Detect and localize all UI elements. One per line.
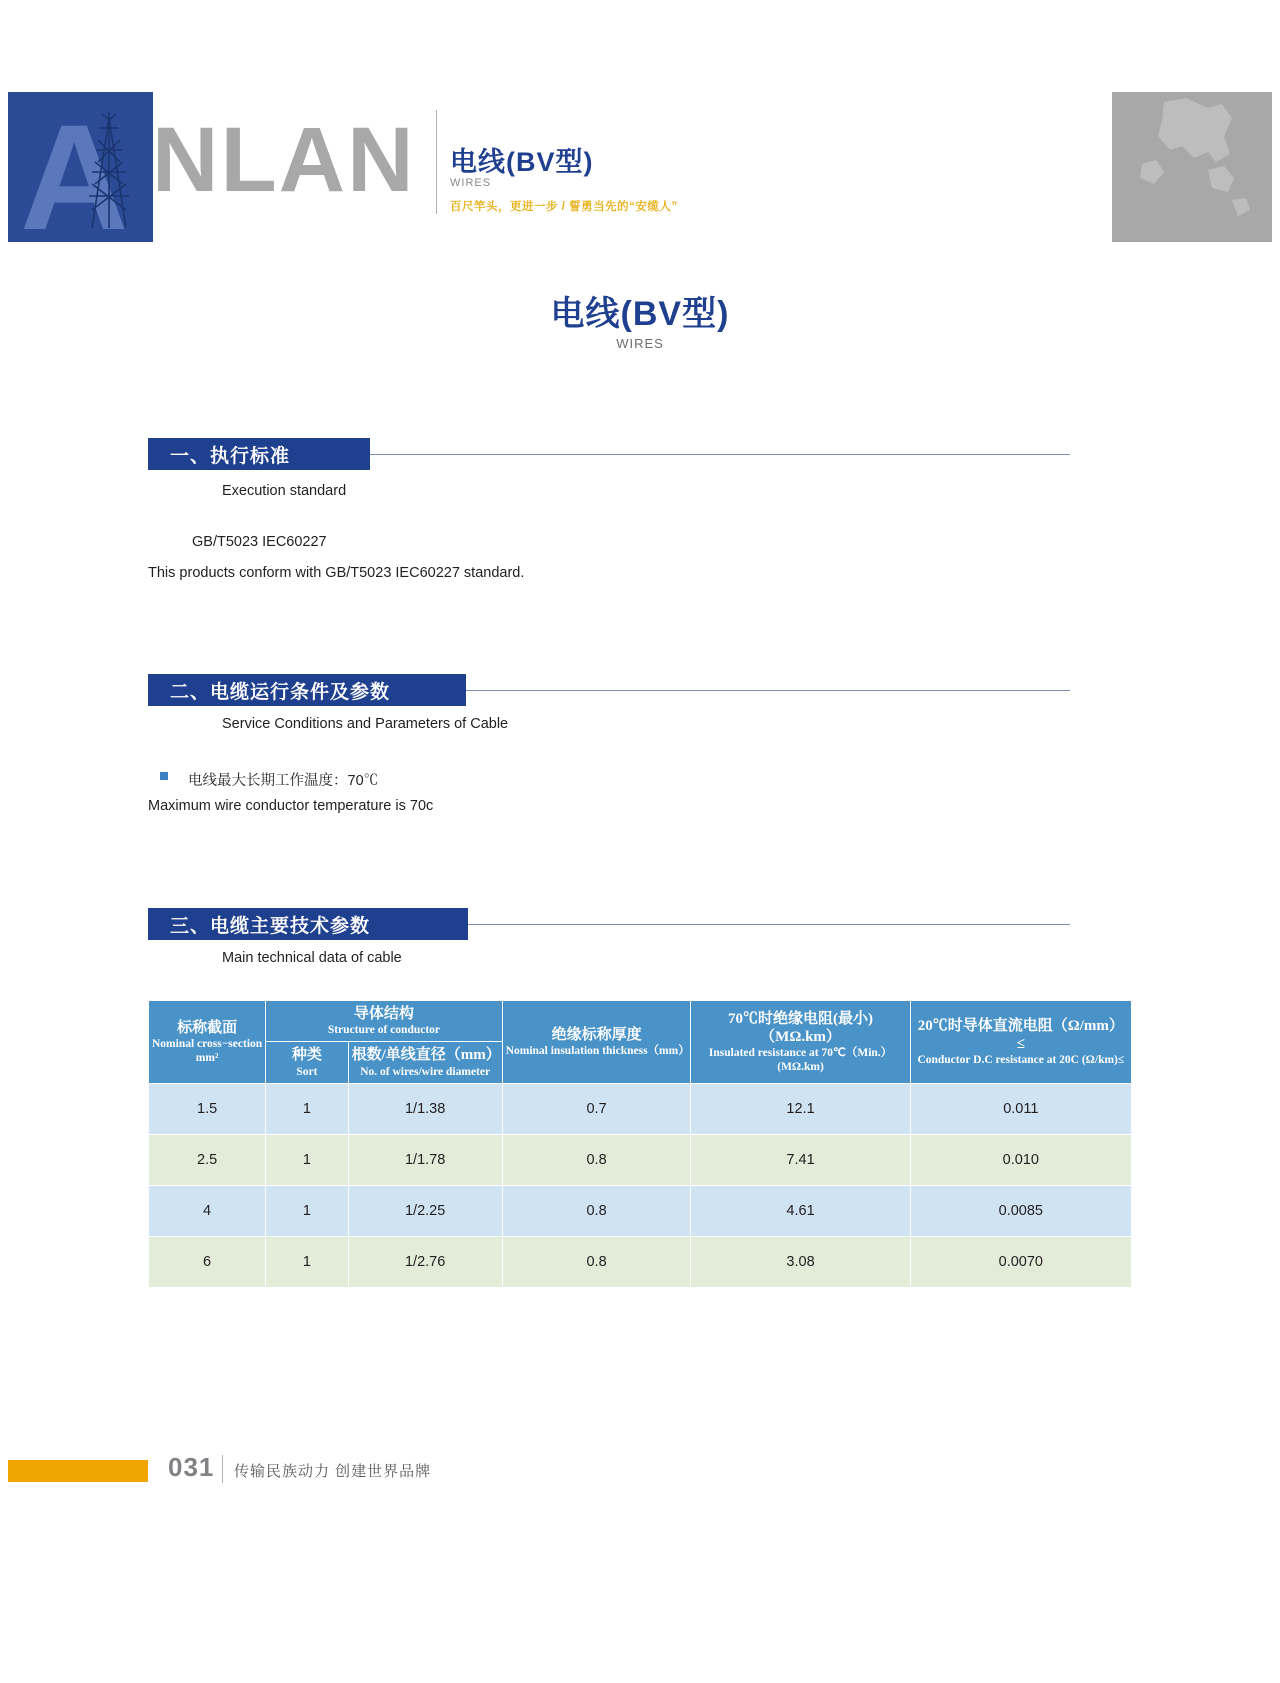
cell-nominal: 2.5	[149, 1134, 266, 1185]
cell-resistance20: 0.010	[910, 1134, 1131, 1185]
technical-data-table	[148, 1000, 1132, 1288]
cell-wires: 1/2.25	[348, 1185, 502, 1236]
transmission-tower-icon	[82, 110, 136, 228]
section-heading-service-conditions: 二、电缆运行条件及参数	[148, 674, 466, 706]
header-divider	[436, 110, 437, 214]
cell-resistance20: 0.011	[910, 1083, 1131, 1134]
table-row	[149, 1083, 1132, 1134]
cell-insulation: 0.8	[502, 1185, 691, 1236]
section-sub-execution-standard: Execution standard	[222, 483, 347, 499]
footer-accent-bar	[8, 1460, 148, 1482]
cell-insulation: 0.8	[502, 1134, 691, 1185]
standard-conform-text: This products conform with GB/T5023 IEC60227 standard.	[148, 565, 525, 581]
th-wire-diameter	[348, 1042, 502, 1083]
logo-letter-a: A	[20, 93, 129, 242]
th-sort-en: Sort	[296, 1065, 318, 1078]
th-nominal-en: Nominal cross−section mm²	[152, 1037, 263, 1064]
table-header-row-1	[149, 1001, 1132, 1042]
technical-data-table-wrap	[148, 1000, 1132, 1288]
cell-sort: 1	[266, 1134, 348, 1185]
th-nominal-cn: 标称截面	[177, 1019, 238, 1036]
section-rule-3	[468, 924, 1070, 925]
cell-resistance20: 0.0070	[910, 1236, 1131, 1287]
cell-sort: 1	[266, 1236, 348, 1287]
section-rule-2	[466, 690, 1070, 691]
th-conductor-dc-resistance-20	[910, 1001, 1131, 1084]
bullet-square-icon	[160, 772, 168, 780]
th-wires-cn: 根数/单线直径（mm）	[351, 1047, 501, 1064]
header-slogan: 百尺竿头，更进一步 / 誓勇当先的“安缆人”	[450, 201, 678, 213]
logo-block	[8, 92, 153, 242]
standard-code-text: GB/T5023 IEC60227	[192, 534, 327, 550]
header-decorative-block	[1112, 92, 1272, 242]
th-structure-en: Structure of conductor	[327, 1024, 441, 1037]
cell-resistance70: 3.08	[691, 1236, 910, 1287]
cell-nominal: 6	[149, 1236, 266, 1287]
page-subtitle: WIRES	[616, 336, 664, 351]
section-rule-1	[370, 454, 1070, 455]
th-insulated-resistance-70	[691, 1001, 910, 1084]
th-sort-cn: 种类	[291, 1047, 322, 1064]
page-header	[0, 92, 1280, 242]
cell-insulation: 0.8	[502, 1236, 691, 1287]
cell-nominal: 4	[149, 1185, 266, 1236]
logo-wordmark: NLAN	[152, 109, 416, 211]
th-nominal-insulation-thickness	[502, 1001, 691, 1084]
map-silhouette-icon	[1112, 92, 1272, 242]
cell-sort: 1	[266, 1185, 348, 1236]
section-sub-technical-data: Main technical data of cable	[222, 950, 402, 966]
th-insulation-en: Nominal insulation thickness（mm）	[505, 1044, 690, 1057]
section-heading-technical-data: 三、电缆主要技术参数	[148, 908, 468, 940]
th-resistance70-en: Insulated resistance at 70℃（Min.）(MΩ.km)	[708, 1047, 893, 1074]
th-structure-cn: 导体结构	[353, 1006, 414, 1022]
table-row	[149, 1236, 1132, 1287]
section-heading-execution-standard: 一、执行标准	[148, 438, 370, 470]
th-resistance70-cn: 70℃时绝缘电阻(最小)（MΩ.km）	[728, 1010, 874, 1045]
th-resistance20-cn: 20℃时导体直流电阻（Ω/mm）≤	[917, 1017, 1124, 1052]
section-sub-service-conditions: Service Conditions and Parameters of Cable	[222, 716, 509, 732]
cell-sort: 1	[266, 1083, 348, 1134]
cell-resistance20: 0.0085	[910, 1185, 1131, 1236]
footer-page-number: 031	[168, 1452, 215, 1482]
footer-divider	[222, 1455, 223, 1483]
cell-nominal: 1.5	[149, 1083, 266, 1134]
th-nominal-cross-section	[149, 1001, 266, 1084]
cell-resistance70: 12.1	[691, 1083, 910, 1134]
table-row	[149, 1185, 1132, 1236]
max-temperature-cn: 电线最大长期工作温度：70℃	[188, 773, 379, 789]
header-title-cn: 电线(BV型)	[450, 147, 594, 177]
header-title-en: WIRES	[450, 177, 492, 189]
cell-wires: 1/1.38	[348, 1083, 502, 1134]
cell-wires: 1/2.76	[348, 1236, 502, 1287]
max-temperature-en: Maximum wire conductor temperature is 70c	[148, 798, 434, 814]
th-insulation-cn: 绝缘标称厚度	[551, 1026, 642, 1043]
footer-slogan: 传输民族动力 创建世界品牌	[234, 1463, 432, 1480]
page-title: 电线(BV型)	[550, 295, 730, 333]
cell-insulation: 0.7	[502, 1083, 691, 1134]
table-body	[149, 1083, 1132, 1287]
cell-resistance70: 4.61	[691, 1185, 910, 1236]
cell-resistance70: 7.41	[691, 1134, 910, 1185]
table-row	[149, 1134, 1132, 1185]
th-sort	[266, 1042, 348, 1083]
th-structure-of-conductor	[266, 1001, 503, 1042]
cell-wires: 1/1.78	[348, 1134, 502, 1185]
th-wires-en: No. of wires/wire diameter	[360, 1065, 491, 1078]
th-resistance20-en: Conductor D.C resistance at 20C (Ω/km)≤	[917, 1054, 1125, 1067]
